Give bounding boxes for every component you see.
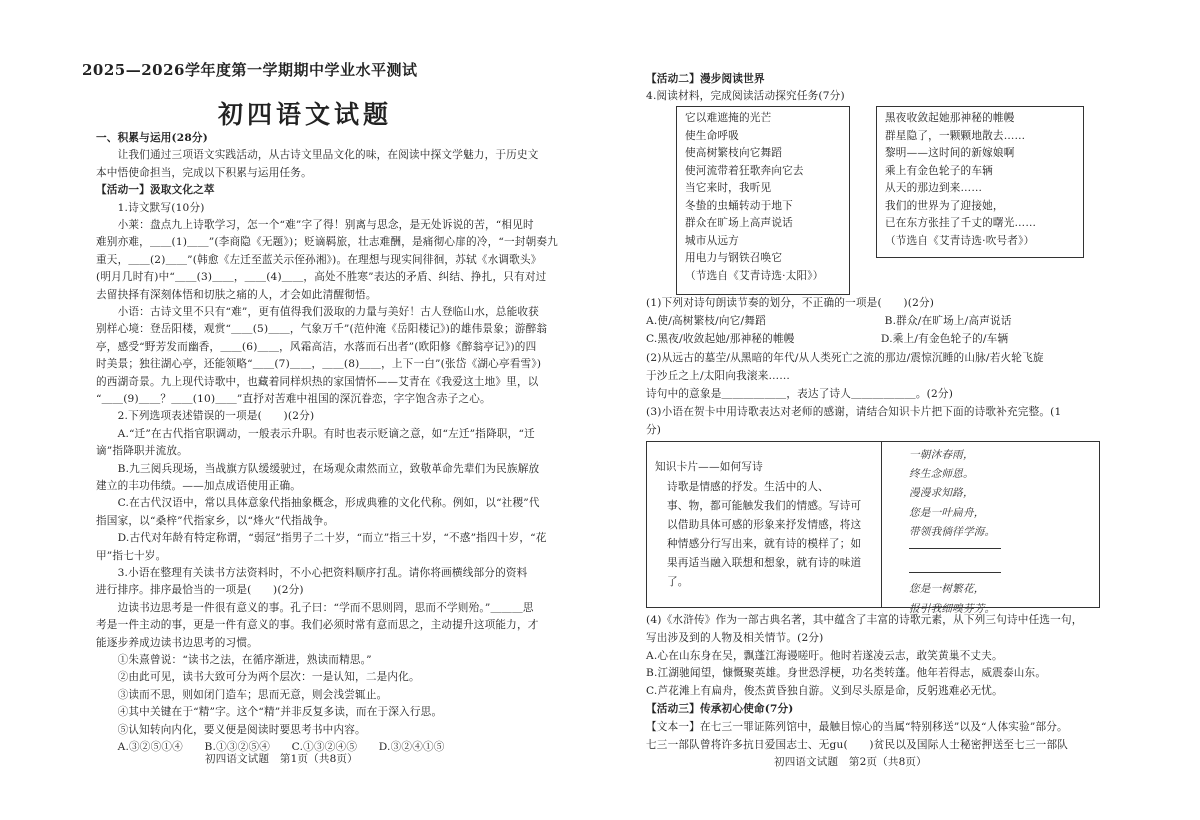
- text-line: 亭，感受“野芳发而幽香，＿＿(6)＿＿，风霜高洁，水落而石出者”(欧阳修《醉翁亭记》)的四: [96, 340, 537, 353]
- text-line: B.九三阅兵现场，当战旗方队缓缓驶过，在场观众肃然而立，致敬革命先辈们为民族解放: [96, 462, 540, 475]
- teacher-poem-line: 一朝沐春雨，: [909, 449, 974, 461]
- text-line: ⑤认知转向内化，要义便是阅读时要思考书中内容。: [96, 723, 366, 736]
- poem-line: 使生命呼吸: [685, 129, 739, 142]
- question-line: 诗句中的意象是＿＿＿＿＿＿，表达了诗人＿＿＿＿＿＿。(2分): [646, 388, 954, 400]
- poem-line: 黑夜收敛起她那神秘的帷幔: [885, 112, 1015, 124]
- question-line: 写出涉及到的人物及相关情节。(2分): [646, 631, 824, 644]
- knowledge-card-title: 知识卡片——如何写诗: [655, 461, 763, 473]
- text-line: 去留抉择有深刻体悟和切肤之痛的人，才会如此清醒彻悟。: [96, 288, 377, 301]
- question-line: 【文本一】在七三一罪证陈列馆中，最触目惊心的当属“特别移送”以及“人体实验”部分。: [646, 720, 1068, 733]
- exam-subtitle: 初四语文试题: [218, 100, 393, 129]
- question-line: (4)《水浒传》作为一部古典名著，其中蕴含了丰富的诗歌元素，从下列三句诗中任选一句，: [646, 614, 1083, 626]
- teacher-poem-line: 报引我细嗅芬芳。: [909, 602, 996, 615]
- card-text-line: 事、物，都可能触发我们的情感。写诗可: [667, 500, 862, 512]
- poem-line: 我们的世界为了迎接她，: [885, 199, 1004, 212]
- poem-box-bugler: [876, 106, 1084, 258]
- poem-line: 冬蛰的虫蛹转动于地下: [685, 199, 793, 212]
- text-line: 进行排序。排序最恰当的一项是( )(2分): [96, 584, 304, 597]
- card-text-line: 诗歌是情感的抒发。生活中的人、: [667, 481, 829, 493]
- poem-line: 乘上有金色轮子的车辆: [885, 164, 993, 177]
- text-line: A.“迁”在古代指官职调动，一般表示升职。有时也表示贬谪之意，如“左迁”指降职，“迁: [96, 427, 535, 440]
- question-line: (2)从远古的墓茔/从黑暗的年代/从人类死亡之流的那边/震惊沉睡的山脉/若火轮飞旋: [646, 351, 1044, 364]
- question-line: C.黑夜/收敛起她/那神秘的帷幔 D.乘上/有金色轮子的/车辆: [646, 333, 1009, 346]
- text-line: D.古代对年龄有特定称谓，“弱冠”指男子二十岁，“而立”指三十岁，“不惑”指四十岁，“花: [96, 532, 547, 545]
- question-line: B.江湖驰闻望，慷慨聚英雄。身世恐浮梗，功名类转蓬。他年若得志，威震泰山东。: [646, 667, 1047, 680]
- text-line: 甲”指七十岁。: [96, 549, 167, 562]
- poem-blank-line-1: [909, 548, 1001, 549]
- teacher-poem-line: 终生念师恩。: [909, 468, 974, 481]
- poem-line: 城市从远方: [685, 234, 739, 247]
- poem-line: 已在东方张挂了千丈的曙光……: [885, 217, 1037, 229]
- text-line: 考是一件主动的事，更是一件有意义的事。我们必须时常有意而思之，主动提升这项能力，才: [96, 619, 539, 632]
- teacher-poem-line: 漫漫求知路，: [909, 487, 974, 500]
- left-footer: 初四语文试题 第1页（共8页）: [205, 753, 358, 765]
- question-line: 分): [646, 424, 662, 437]
- text-line: 2.下列选项表述错误的一项是( )(2分): [96, 410, 315, 423]
- card-divider: [881, 442, 882, 607]
- text-line: ③读而不思，则如闭门造车；思而无意，则会浅尝辄止。: [96, 688, 388, 701]
- text-line: 边读书边思考是一件很有意义的事。孔子曰：“学而不思则罔，思而不学则殆。”＿＿＿思: [96, 601, 534, 614]
- teacher-poem-line: 您是一树繁花，: [909, 583, 985, 596]
- card-text-line: 了。: [667, 576, 689, 588]
- text-line: 【活动一】汲取文化之萃: [96, 184, 215, 197]
- question-line: 于沙丘之上/太阳向我滚来……: [646, 369, 791, 382]
- text-line: 能逐步养成边读书边思考的习惯。: [96, 636, 258, 649]
- text-line: 3.小语在整理有关读书方法资料时，不小心把资料顺序打乱。请你将画横线部分的资料: [96, 567, 528, 579]
- poem-line: 从天的那边到来……: [885, 182, 983, 194]
- text-line: 1.诗文默写(10分): [96, 201, 205, 214]
- activity-two-heading: 【活动二】漫步阅读世界: [646, 73, 765, 85]
- teacher-poem-line: 带领我徜徉学海。: [909, 525, 996, 538]
- text-line: 建立的丰功伟绩。——加点成语使用正确。: [96, 480, 302, 492]
- text-line: 小莱：盘点九上诗歌学习，怎一个“难”字了得！别离与思念，是无处诉说的苦，“相见时: [96, 219, 534, 231]
- poem-line: 当它来时，我听见: [685, 182, 772, 194]
- text-line: (明月几时有)中“＿＿(3)＿＿，＿＿(4)＿＿，高处不胜寒”表达的矛盾、纠结、挣扎，只有对过: [96, 271, 547, 284]
- text-line: ④其中关键在于“精”字。这个“精”并非反复多读，而在于深入行思。: [96, 706, 443, 719]
- text-line: 谪”指降职并流放。: [96, 445, 188, 458]
- text-line: 小语：古诗文里不只有“难”，更有值得我们汲取的力量与美好！古人登临山水，总能收获: [96, 306, 539, 318]
- question-line: A.心在山东身在吴，飘蓬江海谩嗟吁。他时若遂凌云志，敢笑黄巢不丈夫。: [646, 649, 1003, 662]
- exam-title: 2025—2026学年度第一学期期中学业水平测试: [82, 61, 418, 79]
- text-line: 一、积累与运用(28分): [96, 132, 208, 144]
- poem-blank-line-2: [909, 572, 1001, 573]
- text-line: 让我们通过三项语文实践活动，从古诗文里品文化的味，在阅读中探文学魅力，于历史文: [96, 149, 539, 162]
- poem-line: （节选自《艾青诗选·吹号者》）: [885, 234, 1035, 247]
- question-line: A.使/高树繁枝/向它/舞蹈 B.群众/在旷场上/高声说话: [646, 315, 1012, 328]
- text-line: “＿＿(9)＿＿？＿＿(10)＿＿”直抒对苦难中祖国的深沉眷恋，字字饱含赤子之心。: [96, 393, 491, 405]
- text-line: 的西湖奇景。九上现代诗歌中，也藏着同样炽热的家国情怀——艾青在《我爱这土地》里，以: [96, 375, 539, 388]
- text-line: C.在古代汉语中，常以具体意象代指抽象概念，形成典雅的文化代称。例如，以“社稷”代: [96, 497, 540, 510]
- text-line: 本中悟使命担当，完成以下积累与运用任务。: [96, 166, 312, 179]
- right-footer: 初四语文试题 第2页（共8页）: [774, 756, 927, 768]
- text-line: ②由此可见，读书大致可分为两个层次：一是认知，二是内化。: [96, 671, 420, 684]
- question-4-stem: 4.阅读材料，完成阅读活动探究任务(7分): [646, 90, 845, 102]
- text-line: 重天，＿＿(2)＿＿”(韩愈《左迁至蓝关示侄孙湘》)。在理想与现实间徘徊，苏轼《水调歌头》: [96, 253, 542, 266]
- poem-line: 使河流带着狂歌奔向它去: [685, 164, 804, 177]
- text-line: 指国家，以“桑梓”代指家乡，以“烽火”代指战争。: [96, 514, 335, 527]
- text-line: 时美景；独往湖心亭，还能领略“＿＿(7)＿＿，＿＿(8)＿＿，上下一白”(张岱《湖心亭看雪》): [96, 358, 542, 371]
- question-line: (3)小语在贺卡中用诗歌表达对老师的感谢，请结合知识卡片把下面的诗歌补充完整。(1: [646, 406, 1062, 419]
- poem-line: 它以难遮掩的光芒: [685, 112, 772, 124]
- card-text-line: 果再适当融入联想和想象，就有诗的味道: [667, 557, 862, 569]
- poem-box-sun: [676, 106, 850, 295]
- card-text-line: 种情感分行写出来，就有诗的模样了；如: [667, 538, 862, 550]
- poem-line: 使高树繁枝向它舞蹈: [685, 147, 783, 159]
- text-line: 别样心境：登岳阳楼，观赏“＿＿(5)＿＿，气象万千”(范仲淹《岳阳楼记》)的雄伟景象；游醉翁: [96, 323, 548, 336]
- teacher-poem-line: 您是一叶扁舟，: [909, 506, 985, 519]
- question-line: C.芦花滩上有扁舟，俊杰黄昏独自游。义到尽头原是命，反躬逃难必无忧。: [646, 685, 1003, 698]
- poem-line: （节选自《艾青诗选·太阳》）: [685, 269, 824, 282]
- question-line: 七三一部队曾将许多抗日爱国志士、无gu( )贫民以及国际人士秘密押送至七三一部队: [646, 738, 1069, 751]
- text-line: A.③②⑤①④ B.①③②⑤④ C.①③②④⑤ D.③②④①⑤: [96, 741, 445, 753]
- poem-line: 黎明——这时间的新嫁娘啊: [885, 147, 1015, 159]
- question-line: (1)下列对诗句朗读节奏的划分，不正确的一项是( )(2分): [646, 297, 935, 309]
- poem-line: 群众在旷场上高声说话: [685, 217, 793, 229]
- poem-line: 用电力与钢铁召唤它: [685, 252, 783, 264]
- knowledge-card-box: [646, 441, 1100, 615]
- poem-line: 群星隐了，一颗颗地散去……: [885, 129, 1026, 142]
- card-text-line: 以借助具体可感的形象来抒发情感，将这: [667, 519, 862, 531]
- right-page: [600, 0, 1200, 820]
- text-line: 难别亦难，＿＿(1)＿＿”(李商隐《无题》)；贬谪羁旅，壮志难酬，是痛彻心扉的冷，“一封朝奏九: [96, 236, 558, 249]
- text-line: ①朱熹曾说：“读书之法，在循序渐进，熟读而精思。”: [96, 654, 372, 666]
- question-line: 【活动三】传承初心使命(7分): [646, 703, 794, 715]
